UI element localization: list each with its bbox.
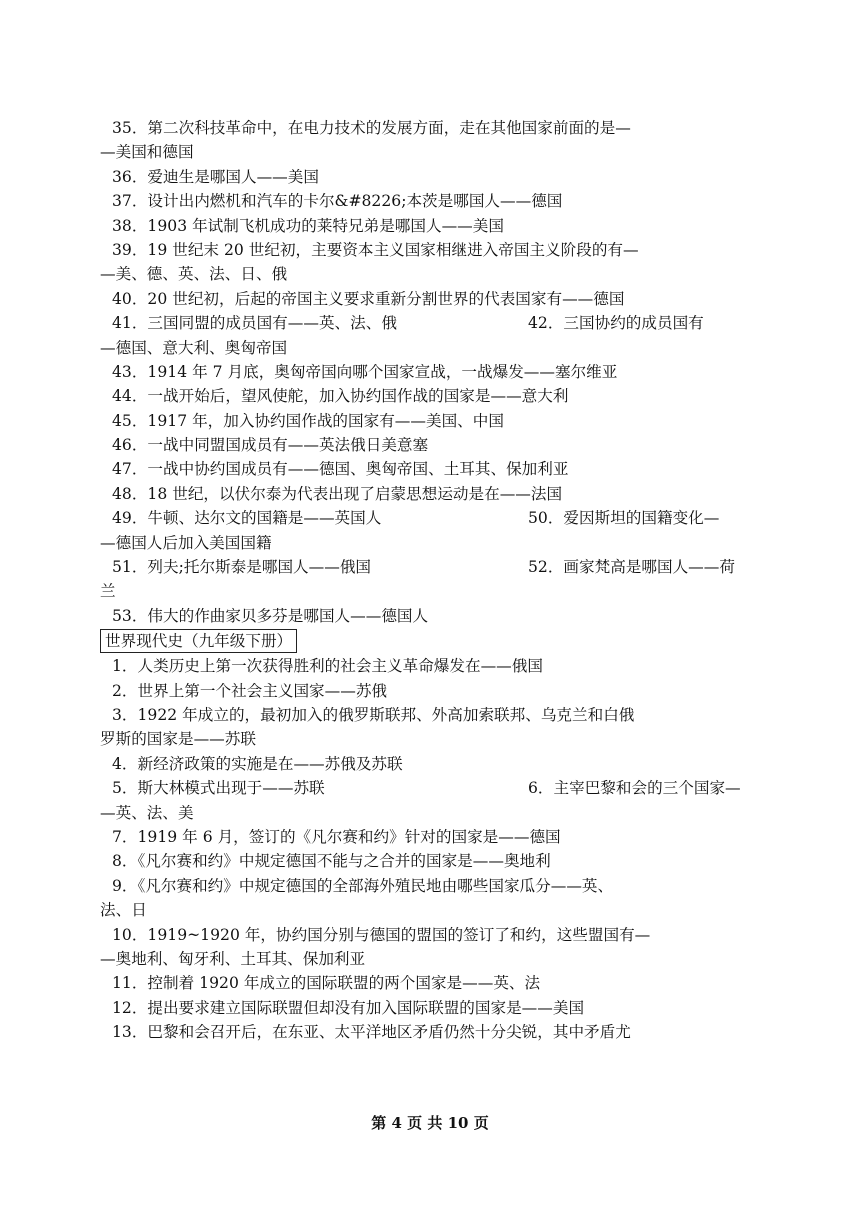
text-line: —奥地利、匈牙利、土耳其、保加利亚 bbox=[100, 949, 366, 968]
text-item: 50．爱因斯坦的国籍变化— bbox=[528, 509, 720, 528]
text-line: 44．一战开始后，望风使舵，加入协约国作战的国家是——意大利 bbox=[112, 387, 569, 406]
text-line: 45．1917 年，加入协约国作战的国家有——美国、中国 bbox=[112, 411, 504, 430]
text-line: —德国、意大利、奥匈帝国 bbox=[100, 338, 288, 357]
text-item: 52．画家梵高是哪国人——荷 bbox=[528, 558, 735, 577]
text-line: 4．新经济政策的实施是在——苏俄及苏联 bbox=[112, 754, 403, 773]
text-line: —英、法、美 bbox=[100, 803, 194, 822]
text-line: 2．世界上第一个社会主义国家——苏俄 bbox=[112, 681, 388, 700]
text-line: 11．控制着 1920 年成立的国际联盟的两个国家是——英、法 bbox=[112, 974, 541, 993]
text-line-pair bbox=[100, 555, 760, 579]
text-line-pair bbox=[100, 506, 760, 530]
text-item: 51．列夫;托尔斯泰是哪国人——俄国 bbox=[112, 558, 372, 577]
text-line: 36．爱迪生是哪国人——美国 bbox=[112, 167, 319, 186]
text-item: 49．牛顿、达尔文的国籍是——英国人 bbox=[112, 509, 382, 528]
text-line: 3．1922 年成立的，最初加入的俄罗斯联邦、外高加索联邦、乌克兰和白俄 bbox=[112, 705, 635, 724]
document-body bbox=[100, 116, 760, 1044]
text-line: —美、德、英、法、日、俄 bbox=[100, 265, 288, 284]
text-item: 42．三国协约的成员国有 bbox=[528, 314, 704, 333]
text-line: 37．设计出内燃机和汽车的卡尔&#8226;本茨是哪国人——德国 bbox=[112, 192, 563, 211]
text-line: 38．1903 年试制飞机成功的莱特兄弟是哪国人——美国 bbox=[112, 216, 504, 235]
text-line: 47．一战中协约国成员有——德国、奥匈帝国、土耳其、保加利亚 bbox=[112, 460, 569, 479]
text-line: 46．一战中同盟国成员有——英法俄日美意塞 bbox=[112, 436, 429, 455]
text-line: 13．巴黎和会召开后，在东亚、太平洋地区矛盾仍然十分尖锐，其中矛盾尤 bbox=[112, 1023, 631, 1042]
text-line: 罗斯的国家是——苏联 bbox=[100, 730, 256, 749]
text-line: 39．19 世纪末 20 世纪初，主要资本主义国家相继进入帝国主义阶段的有— bbox=[112, 240, 639, 259]
page-footer: 第 4 页 共 10 页 bbox=[371, 1114, 489, 1132]
text-line: 7．1919 年 6 月，签订的《凡尔赛和约》针对的国家是——德国 bbox=[112, 827, 561, 846]
text-line-pair bbox=[100, 311, 760, 335]
text-item: 41．三国同盟的成员国有——英、法、俄 bbox=[112, 314, 397, 333]
text-line: 10．1919~1920 年，协约国分别与德国的盟国的签订了和约，这些盟国有— bbox=[112, 925, 651, 944]
text-item: 6．主宰巴黎和会的三个国家— bbox=[528, 779, 741, 798]
text-line: 1．人类历史上第一次获得胜利的社会主义革命爆发在——俄国 bbox=[112, 657, 543, 676]
text-line-pair bbox=[100, 776, 760, 800]
text-line: 40．20 世纪初，后起的帝国主义要求重新分割世界的代表国家有——德国 bbox=[112, 289, 625, 308]
section-heading: 世界现代史（九年级下册） bbox=[100, 629, 297, 653]
text-line: 9．《凡尔赛和约》中规定德国的全部海外殖民地由哪些国家瓜分——英、 bbox=[112, 876, 614, 895]
text-line: —德国人后加入美国国籍 bbox=[100, 533, 272, 552]
text-line: 43．1914 年 7 月底，奥匈帝国向哪个国家宣战，一战爆发——塞尔维亚 bbox=[112, 362, 618, 381]
text-line: 8．《凡尔赛和约》中规定德国不能与之合并的国家是——奥地利 bbox=[112, 852, 551, 871]
text-line: 53．伟大的作曲家贝多芬是哪国人——德国人 bbox=[112, 606, 429, 625]
text-line: 兰 bbox=[100, 582, 116, 601]
text-line: 48．18 世纪，以伏尔泰为代表出现了启蒙思想运动是在——法国 bbox=[112, 484, 563, 503]
text-line: 12．提出要求建立国际联盟但却没有加入国际联盟的国家是——美国 bbox=[112, 998, 585, 1017]
text-line: —美国和德国 bbox=[100, 143, 194, 162]
text-line: 35．第二次科技革命中，在电力技术的发展方面，走在其他国家前面的是— bbox=[112, 119, 631, 137]
text-item: 5．斯大林模式出现于——苏联 bbox=[112, 779, 325, 798]
text-line: 法、日 bbox=[100, 901, 147, 920]
section-heading-row bbox=[100, 628, 760, 654]
